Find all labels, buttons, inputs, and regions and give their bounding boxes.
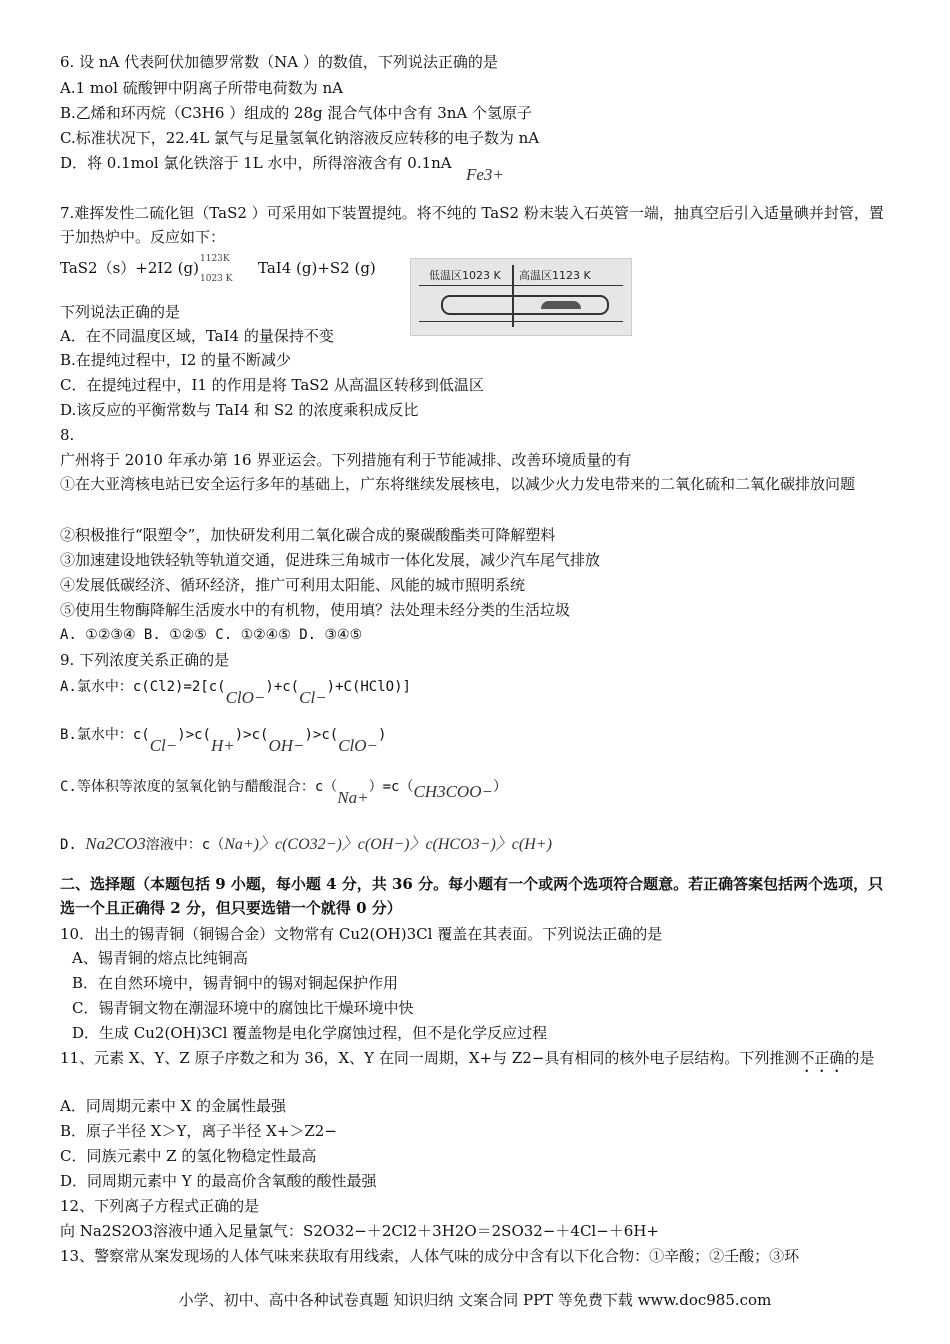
q11-option-d: D．同周期元素中 Y 的最高价含氧酸的酸性最强 <box>60 1172 377 1190</box>
q9-b-ion4: ClO− <box>338 736 379 755</box>
q11-stem <box>60 1046 892 1076</box>
q7-option-b: B.在提纯过程中，I2 的量不断减少 <box>60 351 292 369</box>
q9-a-post: )+C(HClO)] <box>326 679 411 695</box>
apparatus-low-temp-label: 低温区1023 K <box>429 269 501 282</box>
q6-stem: 6. 设 nA 代表阿伏加德罗常数（NA ）的数值，下列说法正确的是 <box>60 53 498 71</box>
section-2-heading: 二、选择题（本题包括 9 小题，每小题 4 分，共 36 分。每小题有一个或两个选项符合题意。若正确答案包括两个选项，只选一个且正确得 2 分，但只要选错一个就得 0 分） <box>60 875 884 917</box>
quartz-tube <box>441 295 609 315</box>
page-footer: 小学、初中、高中各种试卷真题 知识归纳 文案合同 PPT 等免费下载 www.doc985.com <box>178 1291 772 1309</box>
q11-stem-emphasis-2: 确 <box>829 1049 845 1067</box>
q9-d-expr: Na+)〉c(CO32−)〉c(OH−)〉c(HCO3−)〉c(H+) <box>224 836 552 853</box>
q9-d-formula: Na2CO3 <box>85 834 146 853</box>
q12-equation: 向 Na2S2O3溶液中通入足量氯气：S2O32−＋2Cl2＋3H2O＝2SO32−＋4Cl−＋6H+ <box>60 1222 659 1240</box>
q9-b-gt3: )>c( <box>304 727 339 743</box>
q11-option-b: B．原子半径 X＞Y，离子半径 X+＞Z2− <box>60 1122 337 1140</box>
q7-reaction-left: TaS2（s）+2I2 (g) <box>60 259 199 277</box>
q10-option-a: A、锡青铜的熔点比纯铜高 <box>72 949 248 967</box>
q8-item-1: ①在大亚湾核电站已安全运行多年的基础上，广东将继续发展核电，以减少火力发电带来的二氧化硫和二氧化碳排放问题 <box>60 475 856 493</box>
q6-option-d: D．将 0.1mol 氯化铁溶于 1L 水中，所得溶液含有 0.1nA <box>60 154 452 172</box>
q6-fe-ion: Fe3+ <box>466 165 504 184</box>
q9-a-mid: )+c( <box>265 679 300 695</box>
q7-option-d: D.该反应的平衡常数与 TaI4 和 S2 的浓度乘积成反比 <box>60 401 419 419</box>
q7-reaction-right: TaI4 (g)+S2 (g) <box>258 259 376 277</box>
q11-stem-emphasis-1: 不正 <box>799 1049 830 1067</box>
q9-b-ion2: H+ <box>210 736 235 755</box>
q10-option-d: D．生成 Cu2(OH)3Cl 覆盖物是电化学腐蚀过程，但不是化学反应过程 <box>72 1024 548 1042</box>
q9-a-pre: A.氯水中：c(Cl2)=2[c( <box>60 679 226 695</box>
q9-b-pre: B.氯水中：c( <box>60 727 150 743</box>
zone-divider <box>512 265 514 327</box>
q6-option-c: C.标准状况下，22.4L 氯气与足量氢氧化钠溶液反应转移的电子数为 nA <box>60 129 540 147</box>
q9-c-mid: ）=c（ <box>368 779 414 795</box>
q9-d-pre: D. <box>60 837 77 853</box>
q6-option-a: A.1 mol 硫酸钾中阴离子所带电荷数为 nA <box>60 79 343 97</box>
q12-stem: 12、下列离子方程式正确的是 <box>60 1197 260 1215</box>
q9-a-ion1: ClO− <box>225 688 266 707</box>
q8-item-4: ④发展低碳经济、循环经济，推广可利用太阳能、风能的城市照明系统 <box>60 576 526 594</box>
q7-option-a: A．在不同温度区域，TaI4 的量保持不变 <box>60 327 334 345</box>
q9-option-c <box>60 776 507 807</box>
q7-reaction-condition-bottom: 1023 K <box>200 274 233 284</box>
q9-c-ion1: Na+ <box>337 788 369 807</box>
q10-stem: 10．出土的锡青铜（铜锡合金）文物常有 Cu2(OH)3Cl 覆盖在其表面。下列说法正确的是 <box>60 925 663 943</box>
q9-option-b <box>60 724 387 755</box>
q7-option-c: C．在提纯过程中，I1 的作用是将 TaS2 从高温区转移到低温区 <box>60 376 484 394</box>
q9-a-ion2: Cl− <box>299 688 327 707</box>
q8-options: A. ①②③④ B. ①②⑤ C. ①②④⑤ D. ③④⑤ <box>60 627 363 643</box>
tas2-powder <box>541 301 581 309</box>
q9-c-pre: C.等体积等浓度的氢氧化钠与醋酸混合：c（ <box>60 779 338 795</box>
apparatus-high-temp-label: 高温区1123 K <box>519 269 591 282</box>
q9-c-ion2: CH3COO− <box>413 782 493 801</box>
q6-option-b: B.乙烯和环丙烷（C3H6 ）组成的 28g 混合气体中含有 3nA 个氢原子 <box>60 104 533 122</box>
q11-option-c: C．同族元素中 Z 的氢化物稳定性最高 <box>60 1147 317 1165</box>
q9-stem: 9. 下列浓度关系正确的是 <box>60 651 230 669</box>
q11-stem-b: 的是 <box>844 1049 875 1067</box>
q9-d-text: 溶液中：c（ <box>145 837 225 853</box>
q13-stem: 13、警察常从案发现场的人体气味来获取有用线索，人体气味的成分中含有以下化合物：①辛酸；②壬酸；③环 <box>60 1247 800 1265</box>
q9-b-ion1: Cl− <box>149 736 178 755</box>
q8-number: 8. <box>60 426 75 444</box>
q10-option-b: B．在自然环境中，锡青铜中的锡对铜起保护作用 <box>72 974 399 992</box>
q11-option-a: A．同周期元素中 X 的金属性最强 <box>60 1097 287 1115</box>
q9-c-post: ） <box>492 779 507 795</box>
quartz-tube-apparatus-figure <box>410 258 632 336</box>
q9-option-d <box>60 834 552 855</box>
q11-stem-a: 11、元素 X、Y、Z 原子序数之和为 36，X、Y 在同一周期，X+与 Z2−具有相同的核外电子层结构。下列推测 <box>60 1049 800 1067</box>
q8-item-5: ⑤使用生物酶降解生活废水中的有机物，使用填？法处理未经分类的生活垃圾 <box>60 601 571 619</box>
q10-option-c: C．锡青铜文物在潮湿环境中的腐蚀比干燥环境中快 <box>72 999 414 1017</box>
q7-reaction-condition-top: 1123K <box>200 254 230 264</box>
q8-item-2: ②积极推行“限塑令”，加快研发利用二氧化碳合成的聚碳酸酯类可降解塑料 <box>60 526 556 544</box>
q7-stem: 7.难挥发性二硫化钽（TaS2 ）可采用如下装置提纯。将不纯的 TaS2 粉末装入石英管一端，抽真空后引入适量碘并封管，置于加热炉中。反应如下： <box>60 204 884 246</box>
q9-b-post: ) <box>378 727 387 743</box>
q9-b-gt2: )>c( <box>234 727 269 743</box>
q9-b-ion3: OH− <box>268 736 305 755</box>
q7-sub: 下列说法正确的是 <box>60 303 181 321</box>
q9-option-a <box>60 676 411 707</box>
q8-stem: 广州将于 2010 年承办第 16 界亚运会。下列措施有利于节能减排、改善环境质量的有 <box>60 451 632 469</box>
furnace-rail-top <box>419 285 623 286</box>
q9-b-gt1: )>c( <box>177 727 211 743</box>
q8-item-3: ③加速建设地铁轻轨等轨道交通，促进珠三角城市一体化发展，减少汽车尾气排放 <box>60 551 601 569</box>
furnace-rail-bottom <box>419 321 623 322</box>
